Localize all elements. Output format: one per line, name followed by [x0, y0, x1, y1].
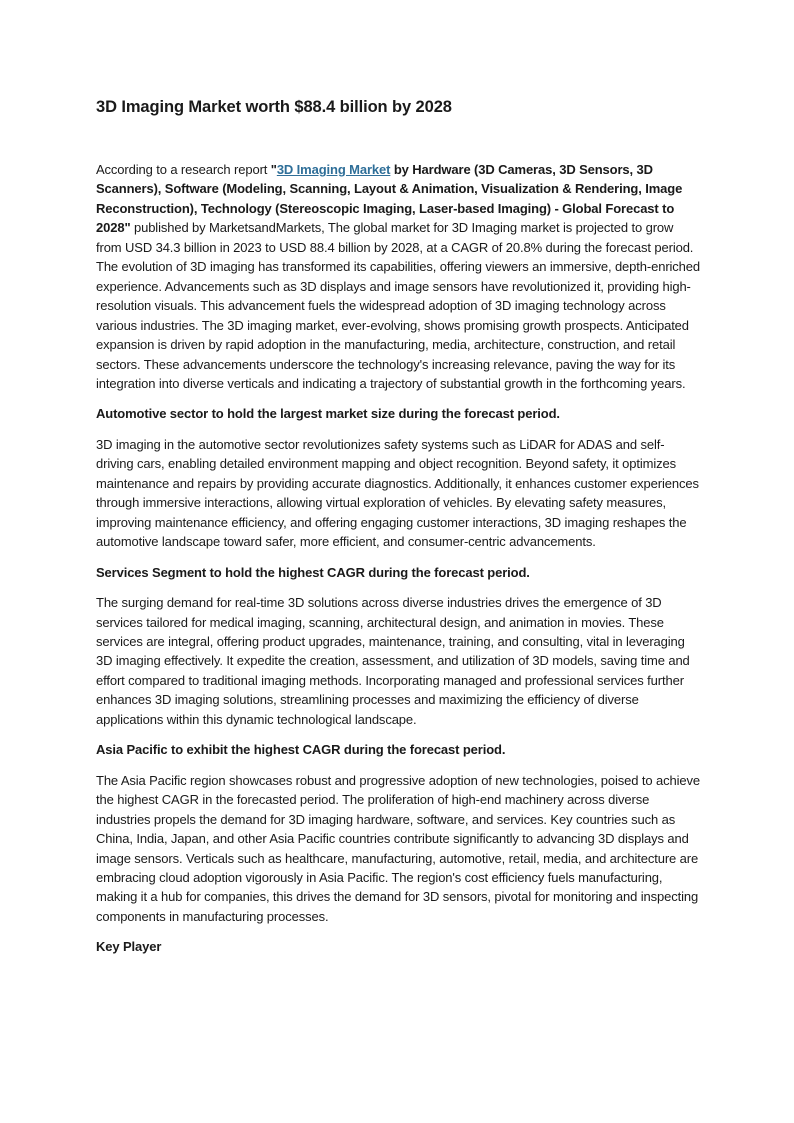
section-heading-services: Services Segment to hold the highest CAGR during the forecast period. [96, 564, 530, 580]
section-body-asia-pacific: The Asia Pacific region showcases robust and progressive adoption of new technologies, poised to achieve the highest CAGR in the forecasted period. The proliferation of high-end machinery across diverse industries propels the demand for 3D imaging hardware, software, and services. Key countries such as China, India, Japan, and other Asia Pacific countries contribute significantly to advancing 3D displays and image sensors. Verticals such as healthcare, manufacturing, automotive, retail, media, and architecture are embracing cloud adoption vigorously in Asia Pacific. The region's cost efficiency fuels manufacturing, making it a hub for companies, this drives the demand for 3D sensors, pivotal for monitoring and inspecting components in manufacturing processes. [96, 772, 700, 924]
section-heading-automotive: Automotive sector to hold the largest market size during the forecast period. [96, 406, 560, 422]
section-body-automotive: 3D imaging in the automotive sector revolutionizes safety systems such as LiDAR for ADAS and self-driving cars, enabling detailed environment mapping and object recognition. Beyond safety, it optimizes maintenance and repairs by providing accurate diagnostics. Additionally, it enhances customer experiences through immersive interactions, allowing virtual exploration of vehicles. By elevating safety measures, improving maintenance efficiency, and offering engaging customer interactions, 3D imaging reshapes the automotive landscape toward safer, more efficient, and consumer-centric advancements. [96, 436, 699, 550]
quote-open: " [270, 162, 277, 177]
intro-prefix: According to a research report [96, 162, 271, 177]
section-heading-key-player: Key Player [96, 939, 162, 955]
intro-body: published by MarketsandMarkets, The global market for 3D Imaging market is projected to grow from USD 34.3 billion in 2023 to USD 88.4 billion by 2028, at a CAGR of 20.8% during the forecast period. The evolution of 3D imaging has transformed its capabilities, offering viewers an immersive, depth-enriched experience. Advancements such as 3D displays and image sensors have revolutionized it, providing high-resolution visuals. This advancement fuels the widespread adoption of 3D imaging technology across various industries. The 3D imaging market, ever-evolving, shows promising growth prospects. Anticipated expansion is driven by rapid adoption in the manufacturing, media, architecture, construction, and retail sectors. These advancements underscore the technology's increasing relevance, paving the way for its integration into diverse verticals and indicating a trajectory of substantial growth in the forthcoming years. [96, 220, 701, 391]
intro-paragraph [96, 160, 700, 393]
report-link[interactable]: 3D Imaging Market [276, 162, 391, 177]
page-title: 3D Imaging Market worth $88.4 billion by 2028 [96, 98, 452, 116]
report-title-rest: by Hardware (3D Cameras, 3D Sensors, 3D Scanners), Software (Modeling, Scanning, Layout & Animation, Visualization & Rendering, Image Reconstruction), Technology (Stereoscopic Imaging, Laser-based Imaging) - Global Forecast to 2028" [96, 162, 683, 236]
section-body-services: The surging demand for real-time 3D solutions across diverse industries drives the emergence of 3D services tailored for medical imaging, scanning, architectural design, and animation in movies. These services are integral, offering product upgrades, maintenance, training, and consulting, vital in leveraging 3D imaging effectively. It expedite the creation, assessment, and utilization of 3D models, saving time and effort compared to traditional imaging methods. Incorporating managed and professional services further enhances 3D imaging solutions, streamlining processes and maximizing the efficiency of diverse applications within this dynamic technological landscape. [96, 595, 690, 727]
section-heading-asia-pacific: Asia Pacific to exhibit the highest CAGR during the forecast period. [96, 742, 506, 758]
document-page [96, 96, 700, 968]
